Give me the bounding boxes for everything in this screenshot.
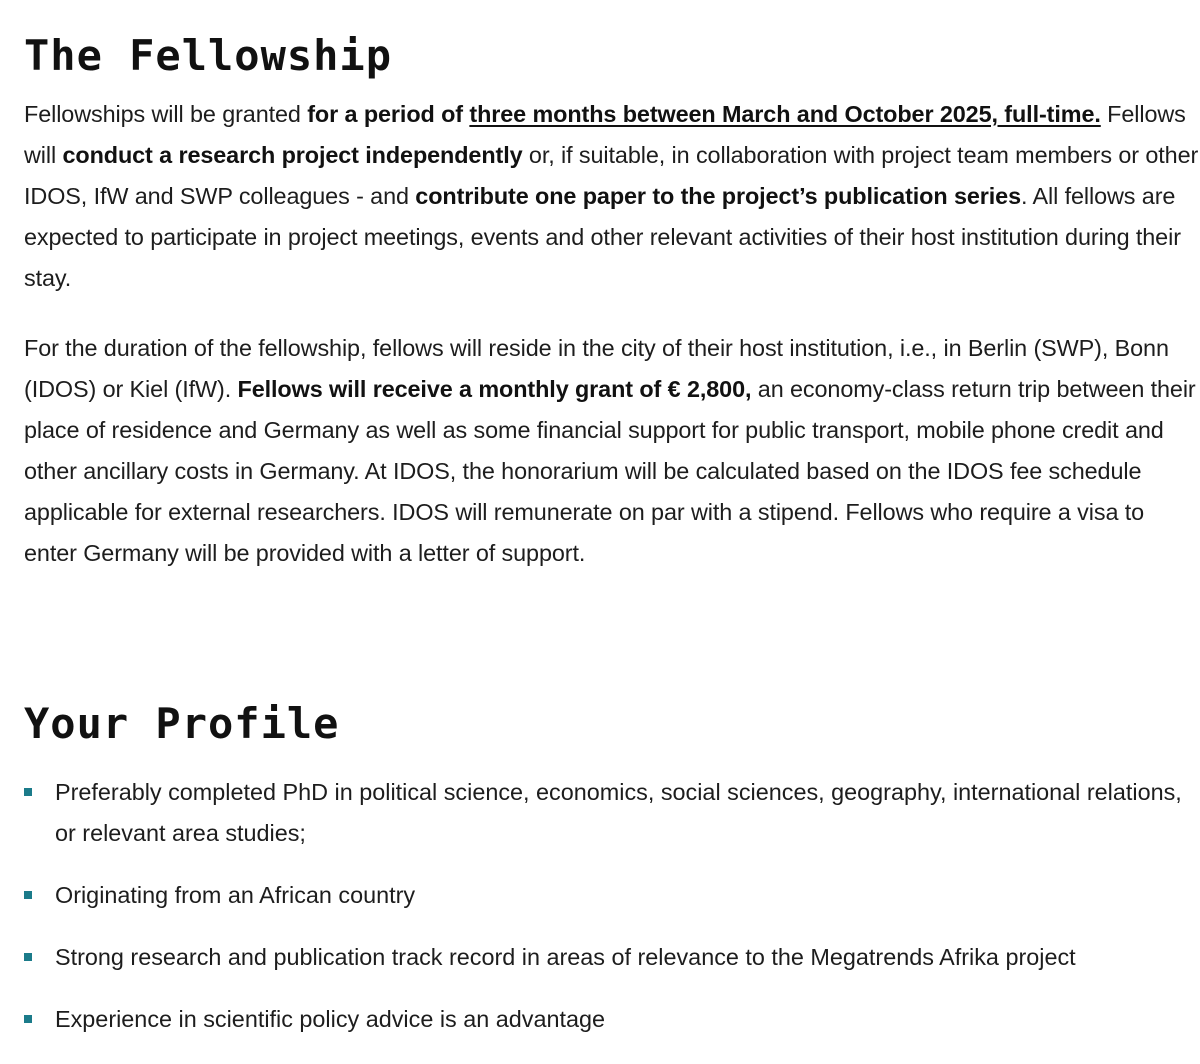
fellowship-paragraph-2 [24, 328, 1200, 574]
list-item-text: Strong research and publication track record in areas of relevance to the Megatrends Afrika project [55, 944, 1076, 970]
text-run: an economy-class return trip between their place of residence and Germany as well as some financial support for public transport, mobile phone credit and other ancillary costs in Germany. At IDOS, the honorarium will be calculated based on the IDOS fee schedule applicable for external researchers. IDOS will remunerate on par with a stipend. Fellows who require a visa to enter Germany will be provided with a letter of support. [24, 376, 1196, 566]
list-item-text: Experience in scientific policy advice is an advantage [55, 1006, 605, 1032]
list-item [24, 772, 1200, 854]
text-run: Fellows will [24, 101, 1186, 168]
square-bullet-icon [24, 953, 32, 961]
square-bullet-icon [24, 788, 32, 796]
list-item [24, 999, 1200, 1040]
text-run: . All fellows are expected to participate in project meetings, events and other relevant activities of their host institution during their stay. [24, 183, 1181, 291]
bold-run: for a period of [307, 101, 470, 127]
list-item-text: Originating from an African country [55, 882, 416, 908]
profile-heading: Your Profile [24, 699, 340, 748]
bold-run: contribute one paper to the project’s publication series [415, 183, 1021, 209]
list-item [24, 937, 1200, 978]
period-highlight: three months between March and October 2025, full-time. [469, 101, 1101, 127]
bold-run: conduct a research project independently [62, 142, 523, 168]
text-run: Fellowships will be granted [24, 101, 308, 127]
fellowship-heading: The Fellowship [24, 31, 393, 80]
text-run: For the duration of the fellowship, fellows will reside in the city of their host institution, i.e., in Berlin (SWP), Bonn (IDOS) or Kiel (IfW). [24, 335, 1169, 402]
profile-list [24, 772, 1200, 1061]
grant-highlight: Fellows will receive a monthly grant of € 2,800, [237, 376, 752, 402]
square-bullet-icon [24, 1015, 32, 1023]
list-item-text: Preferably completed PhD in political science, economics, social sciences, geography, international relations, or relevant area studies; [55, 779, 1182, 846]
fellowship-paragraph-1 [24, 94, 1200, 299]
list-item [24, 875, 1200, 916]
square-bullet-icon [24, 891, 32, 899]
text-run: or, if suitable, in collaboration with project team members or other IDOS, IfW and SWP colleagues - and [24, 142, 1199, 209]
